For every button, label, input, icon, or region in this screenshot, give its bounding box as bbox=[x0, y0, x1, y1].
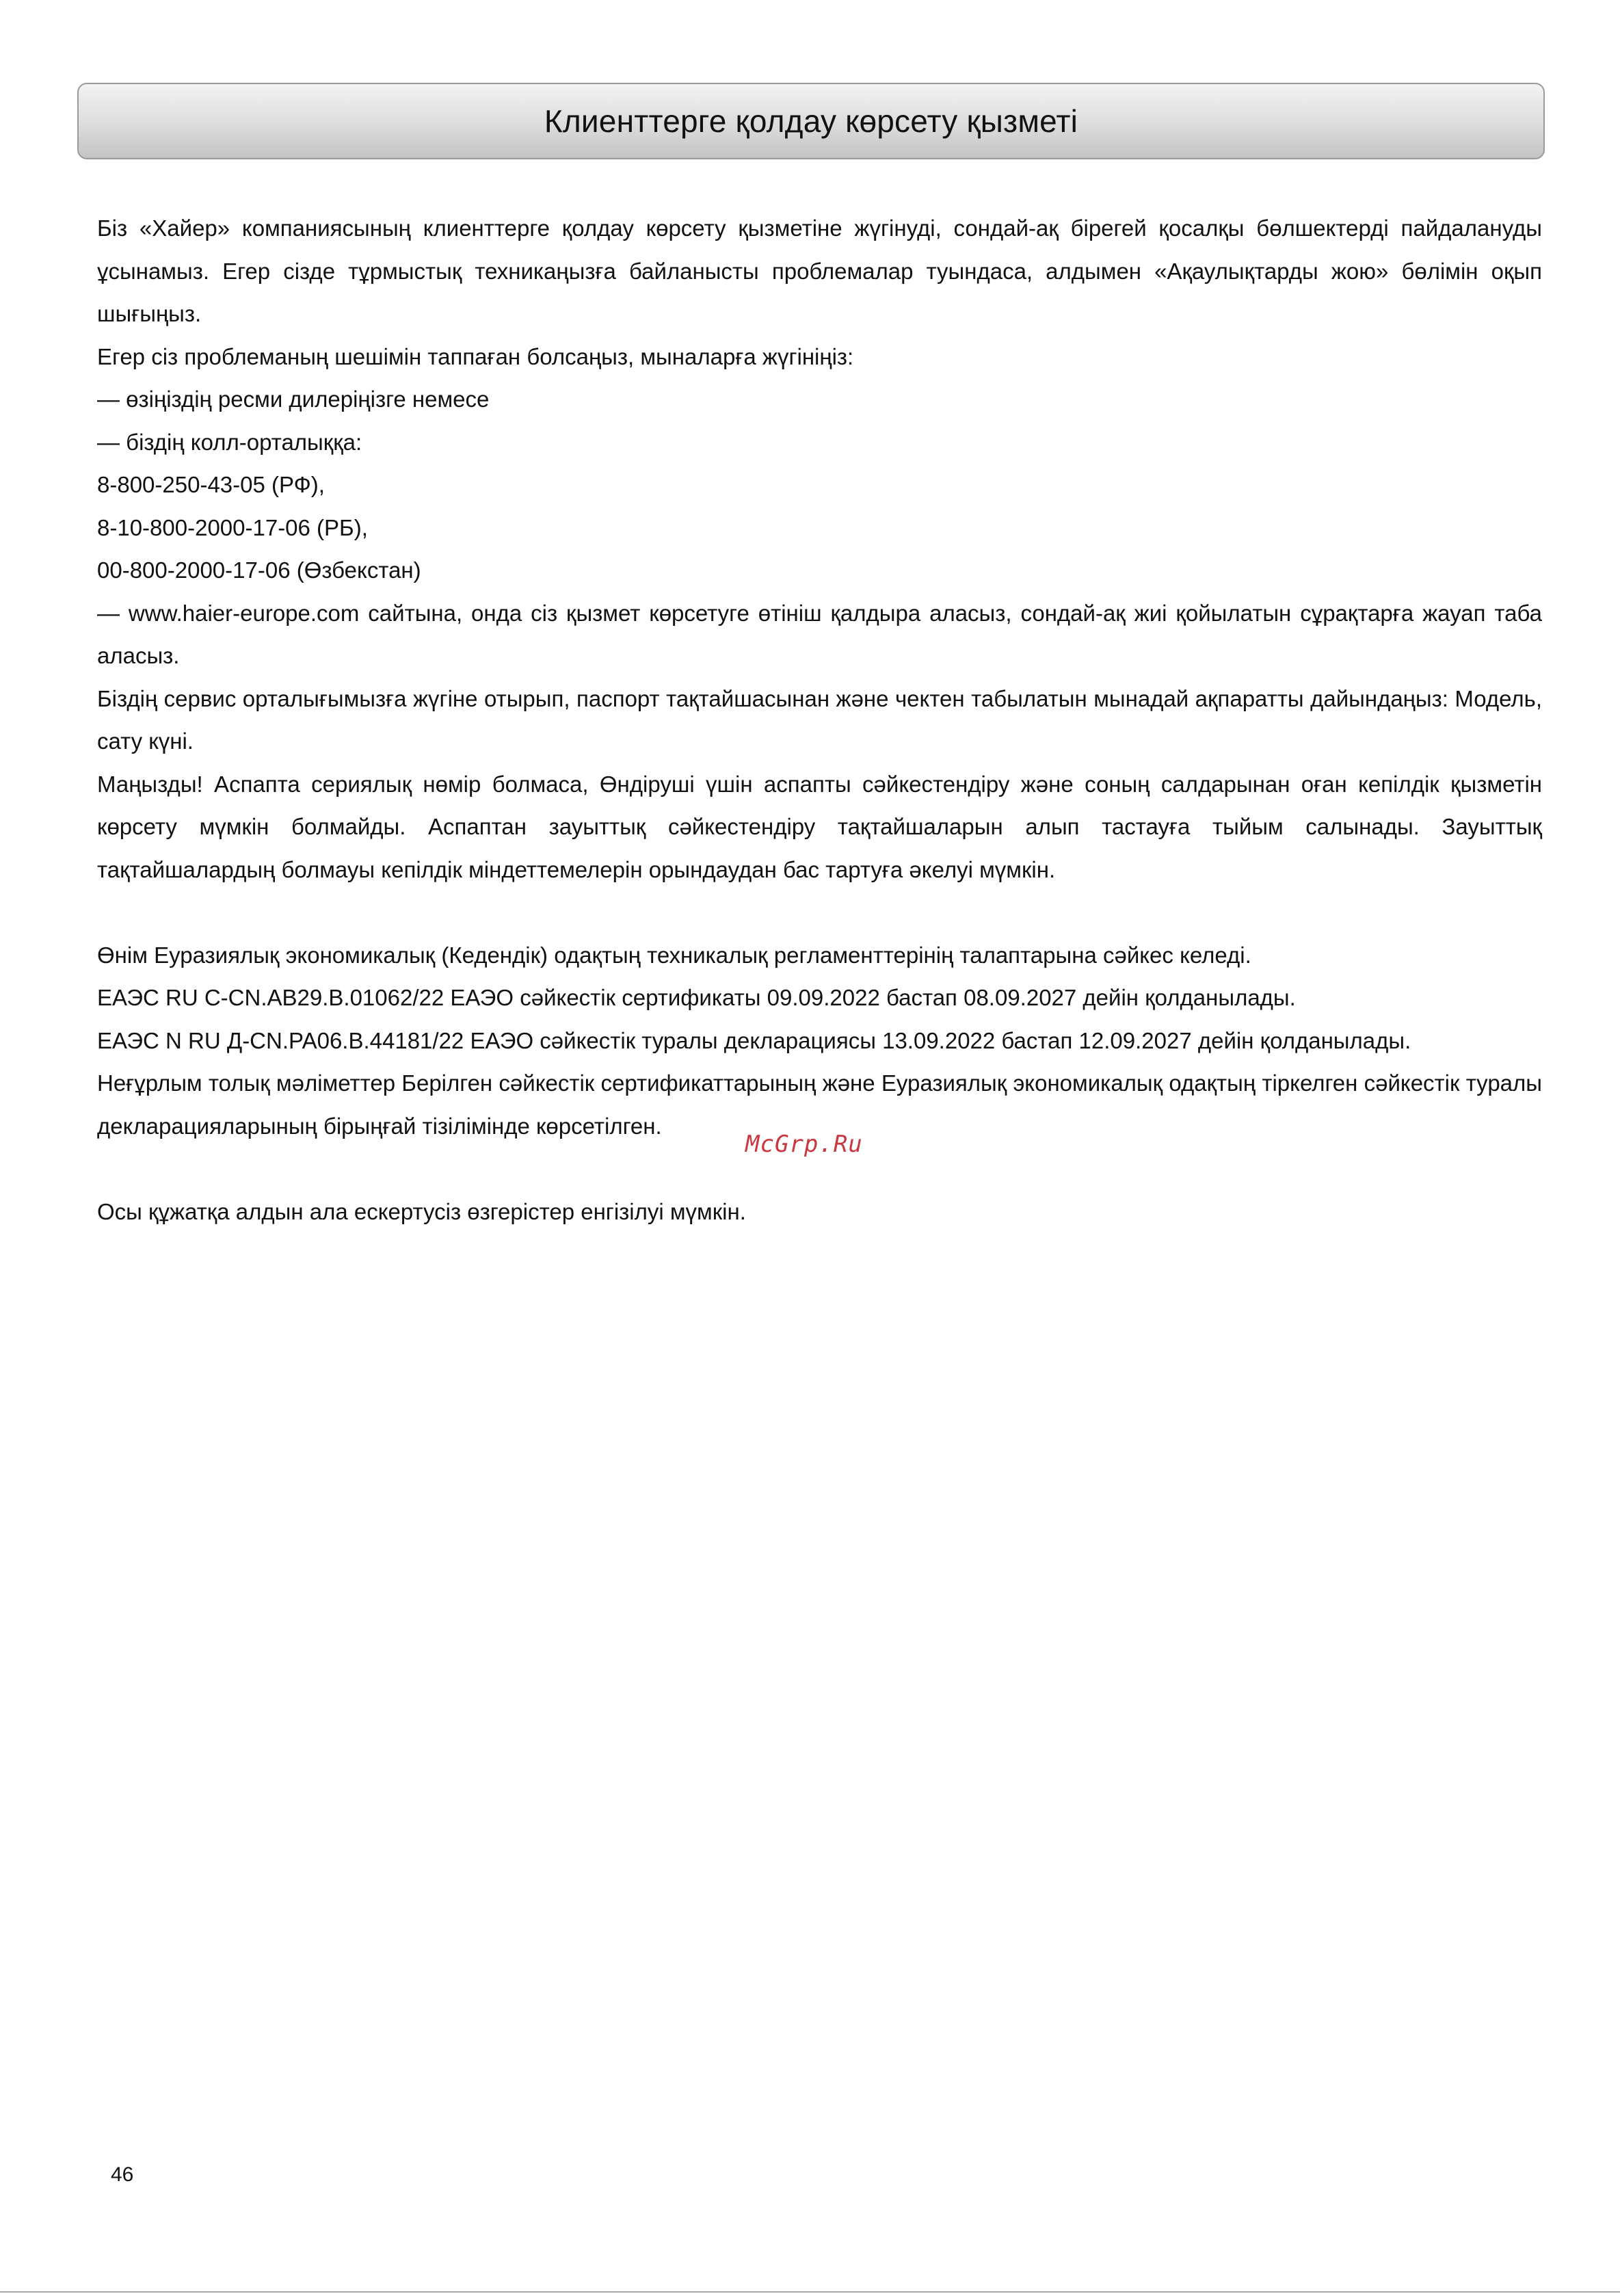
phone-belarus: 8-10-800-2000-17-06 (РБ), bbox=[97, 514, 368, 540]
intro-paragraph: Біз «Хайер» компаниясының клиенттерге қолдау көрсету қызметіне жүгінуді, сондай-ақ бірегей қосалқы бөлшектерді пайдалануды ұсынамыз. Егер сізде тұрмыстық техникаңызға байланысты проблемалар туындаса, алдымен «Ақаулықтарды жою» бөлімін оқып шығыңыз. bbox=[97, 215, 1542, 326]
document-body bbox=[97, 207, 1542, 1233]
notice-line: Осы құжатқа алдын ала ескертусіз өзгерістер енгізілуі мүмкін. bbox=[97, 1198, 746, 1224]
phone-russia: 8-800-250-43-05 (РФ), bbox=[97, 472, 325, 497]
certificate-line: ЕАЭС RU C-CN.АВ29.В.01062/22 ЕАЭО сәйкестік сертификаты 09.09.2022 бастап 08.09.2027 дейін қолданылады. bbox=[97, 985, 1296, 1010]
page-number: 46 bbox=[111, 2163, 134, 2186]
call-center-line: — біздің колл-орталыққа: bbox=[97, 429, 362, 455]
website-paragraph: — www.haier-europe.com сайтына, онда сіз қызмет көрсетуге өтініш қалдыра аласыз, сондай-ақ жиі қойылатын сұрақтарға жауап таба аласыз. bbox=[97, 600, 1542, 668]
no-solution-line: Егер сіз проблеманың шешімін таппаған болсаңыз, мыналарға жүгініңіз: bbox=[97, 343, 854, 369]
declaration-line: ЕАЭС N RU Д-CN.PA06.B.44181/22 ЕАЭО сәйкестік туралы декларациясы 13.09.2022 бастап 12.09.2027 дейін қолданылады. bbox=[97, 1027, 1411, 1053]
service-center-paragraph: Біздің сервис орталығымызға жүгіне отырып, паспорт тақтайшасынан және чектен табылатын мынадай ақпаратты дайындаңыз: Модель, сату күні. bbox=[97, 685, 1542, 754]
important-paragraph: Маңызды! Аспапта сериялық нөмір болмаса, Өндіруші үшін аспапты сәйкестендіру және соның салдарынан оған кепілдік қызметін көрсету мүмкін болмайды. Аспаптан зауыттық сәйкестендіру тақтайшаларын алып тастауға тыйым салынады. Зауыттық тақтайшалардың болмауы кепілдік міндеттемелерін орындаудан бас тартуға әкелуі мүмкін. bbox=[97, 771, 1542, 882]
compliance-line: Өнім Еуразиялық экономикалық (Кедендік) одақтың техникалық регламенттерінің талаптарына сәйкес келеді. bbox=[97, 942, 1251, 968]
bottom-divider bbox=[0, 2291, 1620, 2293]
section-header-bar bbox=[77, 83, 1545, 159]
spacer bbox=[97, 891, 1542, 934]
watermark: McGrp.Ru bbox=[745, 1131, 863, 1158]
phone-uzbekistan: 00-800-2000-17-06 (Өзбекстан) bbox=[97, 557, 421, 583]
dealer-line: — өзіңіздің ресми дилеріңізге немесе bbox=[97, 386, 490, 412]
page-title: Клиенттерге қолдау көрсету қызметі bbox=[544, 103, 1078, 139]
details-paragraph: Неғұрлым толық мәліметтер Берілген сәйкестік сертификаттарының және Еуразиялық экономикалық одақтың тіркелген сәйкестік туралы декларацияларының бірыңғай тізілімінде көрсетілген. bbox=[97, 1070, 1542, 1139]
